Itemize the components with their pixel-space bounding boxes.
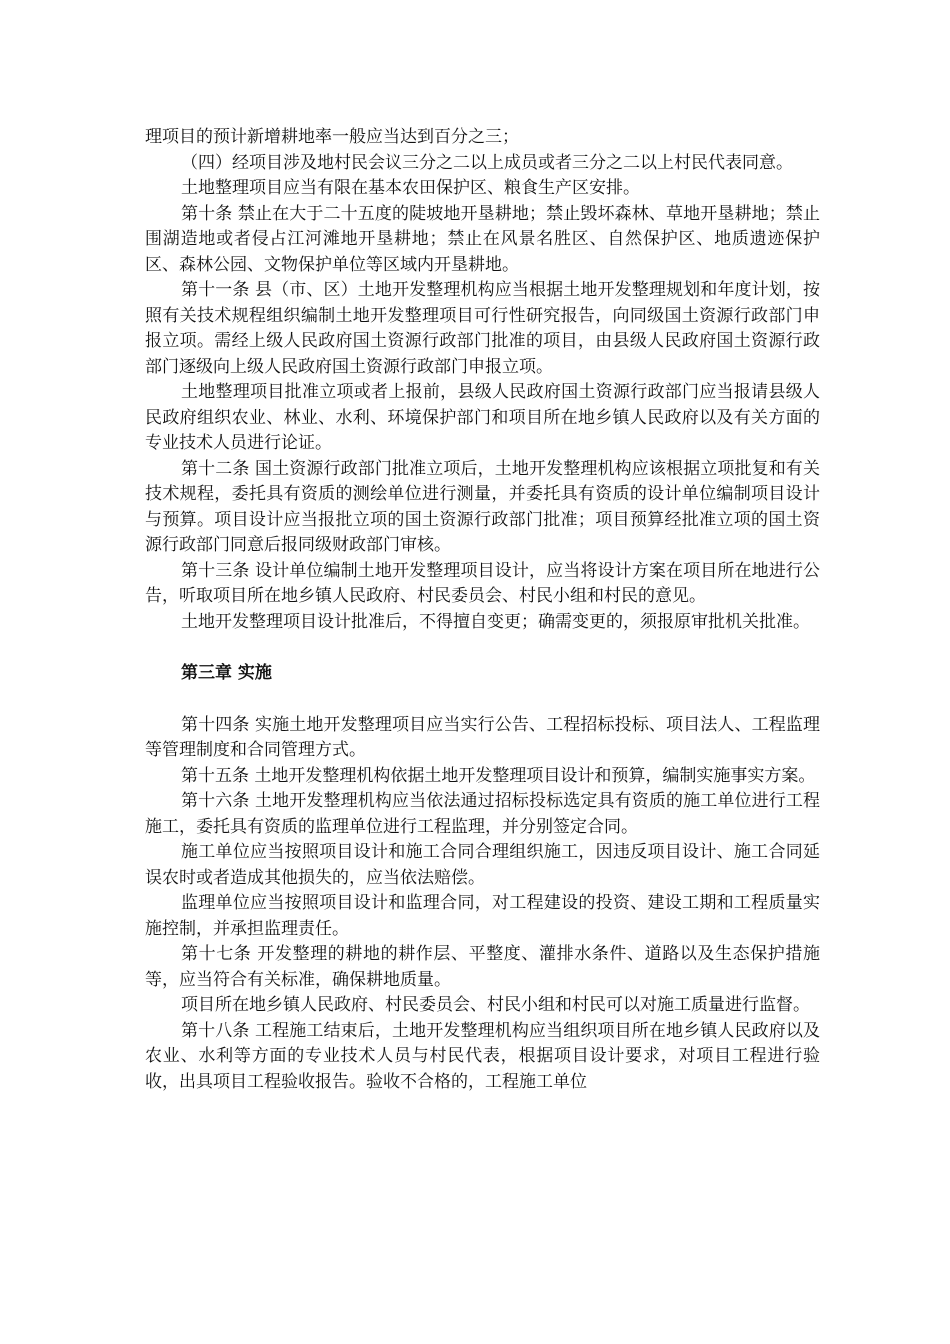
paragraph: 监理单位应当按照项目设计和监理合同，对工程建设的投资、建设工期和工程质量实施控制，并承担监理责任。 — [145, 893, 820, 939]
paragraph: 项目所在地乡镇人民政府、村民委员会、村民小组和村民可以对施工质量进行监督。 — [181, 995, 810, 1015]
paragraph: 土地整理项目应当有限在基本农田保护区、粮食生产区安排。 — [181, 178, 640, 198]
paragraph: 土地开发整理项目设计批准后，不得擅自变更；确需变更的，须报原审批机关批准。 — [181, 611, 810, 632]
article-15: 第十五条 土地开发整理机构依据土地开发整理项目设计和预算，编制实施事实方案。 — [181, 765, 816, 786]
article-17: 第十七条 开发整理的耕地的耕作层、平整度、灌排水条件、道路以及生态保护措施等，应当符合有关标准，确保耕地质量。 — [145, 944, 820, 990]
article-14: 第十四条 实施土地开发整理项目应当实行公告、工程招标投标、项目法人、工程监理等管理制度和合同管理方式。 — [145, 714, 820, 760]
article-18: 第十八条 工程施工结束后，土地开发整理机构应当组织项目所在地乡镇人民政府以及农业、水利等方面的专业技术人员与村民代表，根据项目设计要求，对项目工程进行验收，出具项目工程验收报告。验收不合格的，工程施工单位 — [145, 1020, 820, 1092]
paragraph: （四）经项目涉及地村民会议三分之二以上成员或者三分之二以上村民代表同意。 — [181, 152, 793, 173]
paragraph: 理项目的预计新增耕地率一般应当达到百分之三； — [145, 127, 519, 147]
document-page — [145, 125, 820, 1095]
paragraph: 土地整理项目批准立项或者上报前，县级人民政府国土资源行政部门应当报请县级人民政府组织农业、林业、水利、环境保护部门和项目所在地乡镇人民政府以及有关方面的专业技术人员进行论证。 — [145, 382, 820, 453]
paragraph: 施工单位应当按照项目设计和施工合同合理组织施工，因违反项目设计、施工合同延误农时或者造成其他损失的，应当依法赔偿。 — [145, 842, 820, 888]
article-11: 第十一条 县（市、区）土地开发整理机构应当根据土地开发整理规划和年度计划，按照有关技术规程组织编制土地开发整理项目可行性研究报告，向同级国土资源行政部门申报立项。需经上级人民政府国土资源行政部门批准的项目，由县级人民政府国土资源行政部门逐级向上级人民政府国土资源行政部门申报立项。 — [145, 280, 820, 377]
article-10: 第十条 禁止在大于二十五度的陡坡地开垦耕地；禁止毁坏森林、草地开垦耕地；禁止围湖造地或者侵占江河滩地开垦耕地；禁止在风景名胜区、自然保护区、地质遗迹保护区、森林公园、文物保护单位等区域内开垦耕地。 — [145, 203, 820, 275]
article-13: 第十三条 设计单位编制土地开发整理项目设计，应当将设计方案在项目所在地进行公告，听取项目所在地乡镇人民政府、村民委员会、村民小组和村民的意见。 — [145, 560, 820, 606]
chapter-heading: 第三章 实施 — [181, 663, 272, 683]
article-12: 第十二条 国土资源行政部门批准立项后，土地开发整理机构应该根据立项批复和有关技术规程，委托具有资质的测绘单位进行测量，并委托具有资质的设计单位编制项目设计与预算。项目设计应当报批立项的国土资源行政部门批准；项目预算经批准立项的国土资源行政部门同意后报同级财政部门审核。 — [145, 458, 820, 555]
article-16: 第十六条 土地开发整理机构应当依法通过招标投标选定具有资质的施工单位进行工程施工，委托具有资质的监理单位进行工程监理，并分别签定合同。 — [145, 791, 820, 837]
